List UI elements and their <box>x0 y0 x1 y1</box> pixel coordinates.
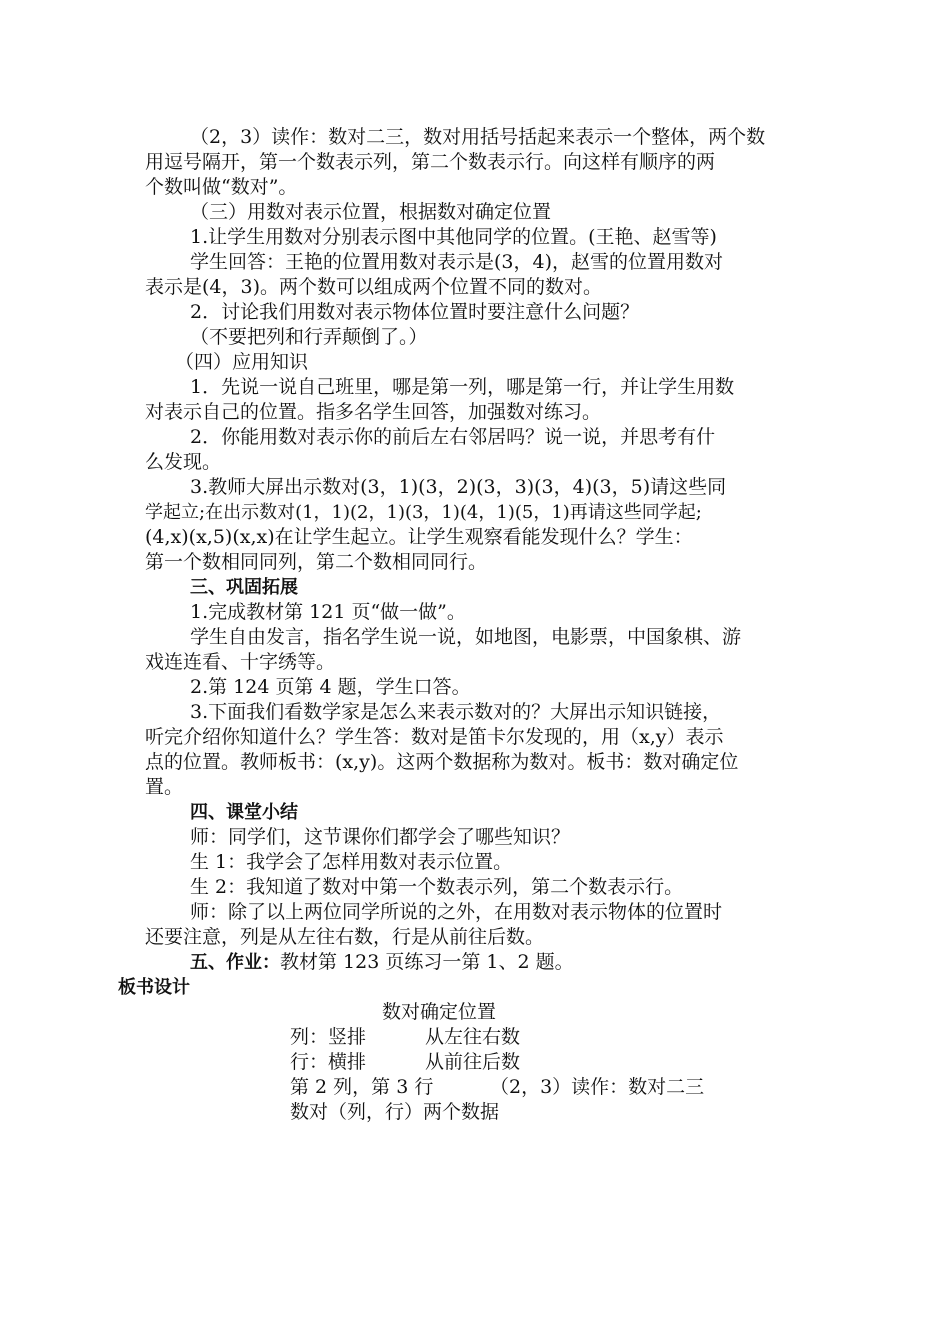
paragraph-line: 么发现。 <box>145 451 222 473</box>
paragraph-line: 用逗号隔开，第一个数表示列，第二个数表示行。向这样有顺序的两 <box>145 151 716 173</box>
paragraph-line: 生 2：我知道了数对中第一个数表示列，第二个数表示行。 <box>190 876 684 898</box>
paragraph-line: 表示是(4，3)。两个数可以组成两个位置不同的数对。 <box>145 276 603 298</box>
homework-line <box>190 950 574 975</box>
paragraph-line: （不要把列和行弄颠倒了。） <box>190 326 428 348</box>
paragraph-line: 1.完成教材第 121 页“做一做”。 <box>190 601 466 623</box>
paragraph-line: （2，3）读作：数对二三，数对用括号括起来表示一个整体，两个数 <box>190 126 766 148</box>
board-definition: 数对（列，行）两个数据 <box>290 1101 500 1123</box>
section-heading: 三、巩固拓展 <box>190 577 298 598</box>
paragraph-line: 3.下面我们看数学家是怎么来表示数对的？大屏出示知识链接， <box>190 701 722 723</box>
paragraph-line: 3.教师大屏出示数对(3，1)(3，2)(3，3)(3，4)(3，5)请这些同 <box>190 476 727 498</box>
board-title: 数对确定位置 <box>382 1001 497 1023</box>
paragraph-line: 还要注意，列是从左往右数，行是从前往后数。 <box>145 926 545 948</box>
board-design-heading: 板书设计 <box>118 977 190 998</box>
paragraph-line: 置。 <box>145 776 184 798</box>
paragraph-line: 对表示自己的位置。指多名学生回答，加强数对练习。 <box>145 401 602 423</box>
paragraph-line: 1.让学生用数对分别表示图中其他同学的位置。(王艳、赵雪等) <box>190 226 717 248</box>
board-row-column-label: 列：竖排 <box>290 1026 367 1048</box>
section-heading: 四、课堂小结 <box>190 802 298 823</box>
paragraph-line: 戏连连看、十字绣等。 <box>145 651 336 673</box>
paragraph-line: 学生自由发言，指名学生说一说，如地图，电影票，中国象棋、游 <box>190 626 742 648</box>
subsection-heading: （三）用数对表示位置，根据数对确定位置 <box>190 201 552 223</box>
paragraph-line: 1．先说一说自己班里，哪是第一列，哪是第一行，并让学生用数 <box>190 376 735 398</box>
paragraph-line: 学生回答：王艳的位置用数对表示是(3，4)，赵雪的位置用数对 <box>190 251 724 273</box>
paragraph-line: 2．你能用数对表示你的前后左右邻居吗？说一说，并思考有什 <box>190 426 716 448</box>
section-heading: 五、作业： <box>190 952 280 973</box>
board-example-position: 第 2 列，第 3 行 <box>290 1076 434 1098</box>
board-row-column-desc: 从左往右数 <box>425 1026 521 1048</box>
board-example-reading: （2，3）读作：数对二三 <box>490 1076 705 1098</box>
paragraph-line: 2．讨论我们用数对表示物体位置时要注意什么问题？ <box>190 301 640 323</box>
paragraph-line: 点的位置。教师板书：(x,y)。这两个数据称为数对。板书：数对确定位 <box>145 751 739 773</box>
board-row-row-desc: 从前往后数 <box>425 1051 521 1073</box>
subsection-heading: （四）应用知识 <box>175 351 309 373</box>
paragraph-line: 听完介绍你知道什么？学生答：数对是笛卡尔发现的，用（x,y）表示 <box>145 726 724 748</box>
paragraph-line: 师：同学们，这节课你们都学会了哪些知识？ <box>190 826 571 848</box>
paragraph-line: 师：除了以上两位同学所说的之外，在用数对表示物体的位置时 <box>190 901 723 923</box>
paragraph-line: 个数叫做“数对”。 <box>145 176 298 198</box>
paragraph-line: 生 1：我学会了怎样用数对表示位置。 <box>190 851 513 873</box>
paragraph-line: (4,x)(x,5)(x,x)在让学生起立。让学生观察看能发现什么？学生： <box>145 526 693 548</box>
homework-text: 教材第 123 页练习一第 1、2 题。 <box>280 951 574 973</box>
paragraph-line: 学起立;在出示数对(1，1)(2，1)(3，1)(4，1)(5，1)再请这些同学起; <box>145 502 702 523</box>
paragraph-line: 第一个数相同同列，第二个数相同同行。 <box>145 551 488 573</box>
paragraph-line: 2.第 124 页第 4 题，学生口答。 <box>190 676 471 698</box>
board-row-row-label: 行：横排 <box>290 1051 367 1073</box>
